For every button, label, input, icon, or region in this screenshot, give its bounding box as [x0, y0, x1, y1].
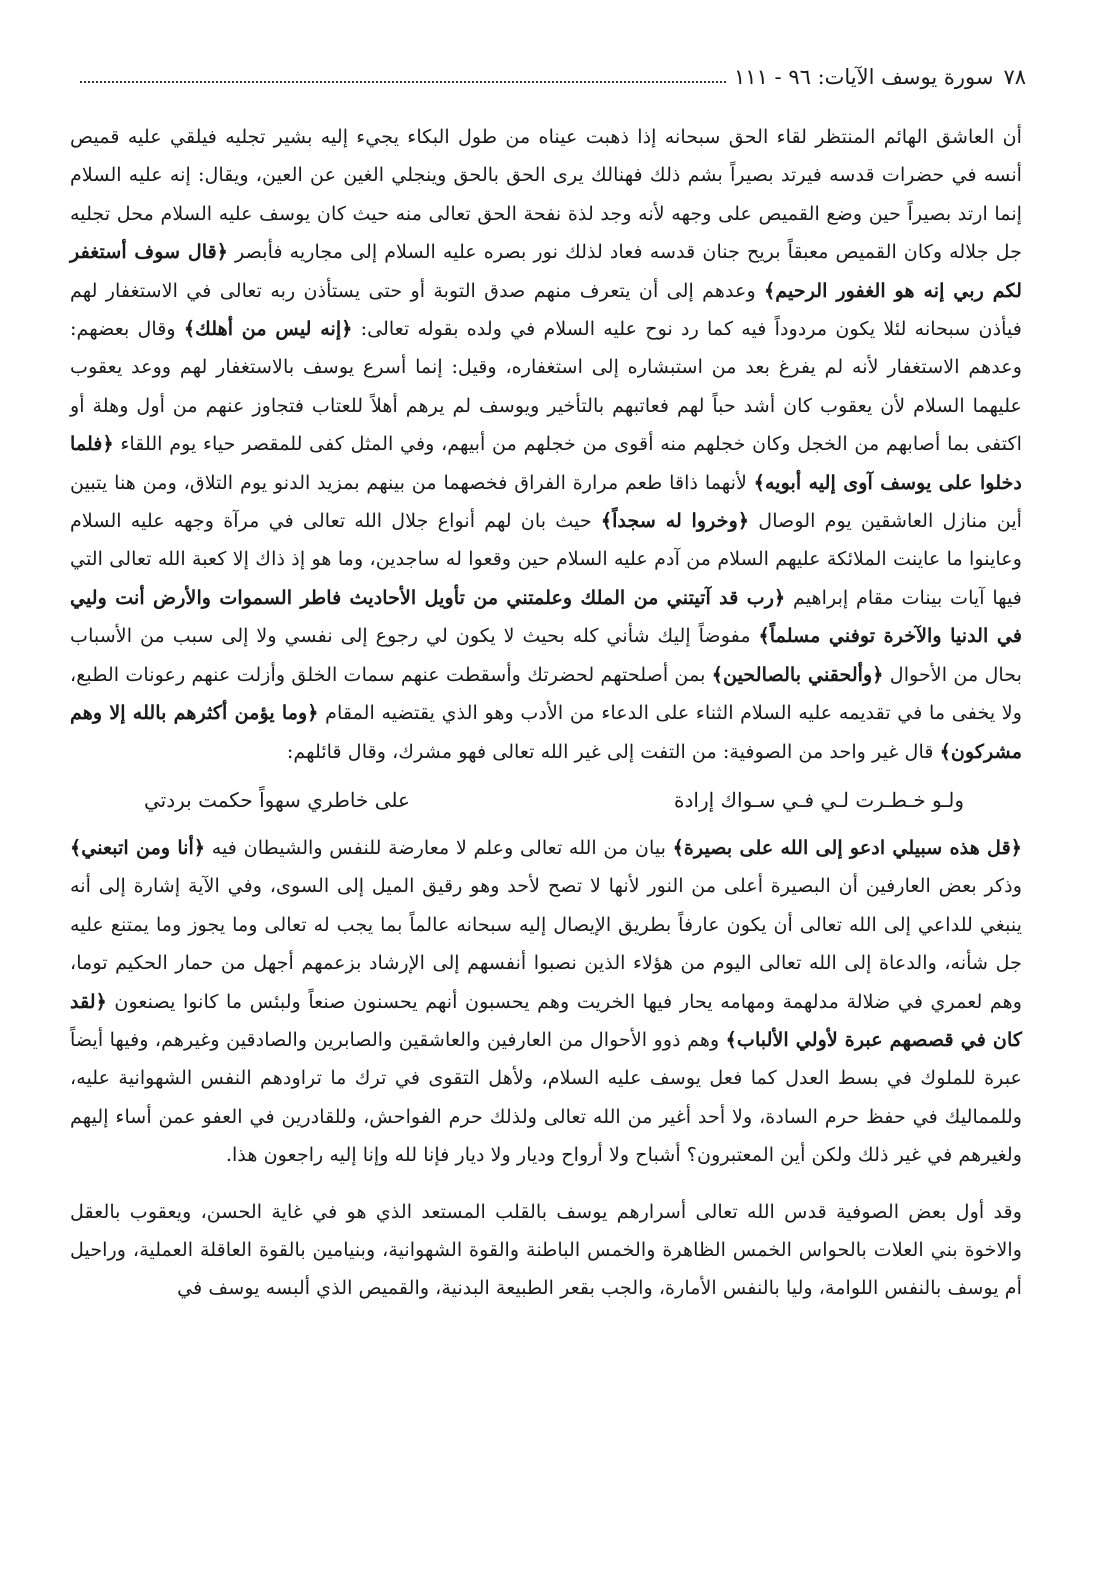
running-header [72, 56, 1026, 92]
text-segment: بيان من الله تعالى وعلم لا معارضة للنفس والشيطان فيه [205, 835, 673, 859]
paragraph-3 [70, 1193, 1022, 1308]
text-segment: أن العاشق الهائم المنتظر لقاء الحق سبحانه إذا ذهبت عيناه من طول البكاء يجيء إليه بشير تجليه فيلقي عليه قميص أنسه في حضرات قدسه فيرتد بصيراً بشم ذلك فهنالك يرى الحق بالحق وينجلي الغين عن العين، ويقال: إنه عليه السلام إنما ارتد بصيراً حين وضع القميص على وجهه لأنه وجد لذة نفحة الحق تعالى منه حيث كان يوسف عليه السلام محل تجليه جل جلاله وكان القميص معبقاً بريح جنان قدسه فعاد لذلك نور بصره عليه السلام إلى مجاريه فأبصر [70, 125, 1022, 264]
text-segment: قال غير واحد من الصوفية: من التفت إلى غير الله تعالى فهو مشرك، وقال قائلهم: [286, 739, 940, 763]
poetry-verse [144, 781, 964, 819]
quran-quote: ﴿وما يؤمن أكثرهم بالله إلا وهم مشركون﴾ [70, 701, 1022, 763]
quran-quote: ﴿قال سوف أستغفر لكم ربي إنه هو الغفور الرحيم﴾ [70, 240, 1022, 302]
text-segment: وقال بعضهم: وعدهم الاستغفار لأنه لم يفرغ بعد من استبشاره إلى استغفاره، وقيل: إنما أسرع يوسف بالاستغفار لهم ووعد يعقوب عليهما السلام لأن يعقوب كان أشد حباً لهم فعاتبهم بالتأخير ويوسف لم يرهم أهلاً للعتاب فتجاوز عنهم من أول وهلة أو اكتفى بما أصابهم من الخجل وكان خجلهم منه أقوى من خجلهم من أبيهم، وفي المثل كفى للمقصر حياء يوم اللقاء [70, 317, 1022, 456]
paragraph-1 [70, 118, 1022, 771]
quran-quote: ﴿لقد كان في قصصهم عبرة لأولي الألباب﴾ [70, 989, 1022, 1051]
text-segment: وعدهم إلى أن يتعرف منهم صدق التوبة أو حتى يستأذن ربه تعالى في الاستغفار لهم فيأذن سبحانه لئلا يكون مردوداً فيه كما رد نوح عليه السلام في ولده بقوله تعالى: [70, 278, 1022, 341]
quran-quote: ﴿أنا ومن اتبعني﴾ [70, 835, 206, 859]
quran-quote: ﴿رب قد آتيتني من الملك وعلمتني من تأويل الأحاديث فاطر السموات والأرض أنت وليي في الدنيا والآخرة توفني مسلماً﴾ [70, 585, 1023, 648]
text-segment: وذكر بعض العارفين أن البصيرة أعلى من النور لأنها لا تصح لأحد وهو رقيق الميل إلى السوى، وفي الآية إشارة إلى أنه ينبغي للداعي إلى الله تعالى أن يكون عارفاً بطريق الإيصال إليه سبحانه عالماً بما يجب له تعالى وما يجوز وما يمتنع عليه جل شأنه، والدعاة إلى الله تعالى اليوم من هؤلاء الذين نصبوا أنفسهم إلى الإرشاد بزعمهم أجهل من حمار الحكيم توما، وهم لعمري في ضلالة مدلهمة ومهامه يحار فيها الخريت وهم يحسبون أنهم يحسنون صنعاً ولبئس ما كانوا يصنعون [70, 874, 1022, 1013]
text-segment: حيث بان لهم أنواع جلال الله تعالى في مرآة وجهه عليه السلام وعاينوا ما عاينت الملائكة عليهم السلام من آدم عليه السلام حين وقعوا له ساجدين، وما هو إذ ذاك إلا كعبة الله تعالى التي فيها آيات بينات مقام إبراهيم [70, 509, 1022, 609]
page-number: ٧٨ [1003, 65, 1026, 89]
quran-quote: ﴿وخروا له سجداً﴾ [600, 509, 750, 533]
text-segment: وقد أول بعض الصوفية قدس الله تعالى أسرارهم يوسف بالقلب المستعد الذي هو في غاية الحسن، ويعقوب بالعقل والاخوة بني العلات بالحواس الخمس الظاهرة والخمس الباطنة والقوة الشهوانية، وبنيامين بالقوة العاقلة العملية، وراحيل أم يوسف بالنفس اللوامة، وليا بالنفس الأمارة، والجب بقعر الطبيعة البدنية، والقميص الذي ألبسه يوسف في [70, 1199, 1022, 1300]
quran-quote: ﴿إنه ليس من أهلك﴾ [183, 317, 353, 341]
verse-second-hemistich: على خاطري سهواً حكمت بردتي [144, 787, 410, 812]
page-body [70, 118, 1022, 1308]
chapter-title: سورة يوسف الآيات: ٩٦ - ١١١ [734, 65, 994, 89]
quran-quote: ﴿وألحقني بالصالحين﴾ [711, 662, 884, 686]
quran-quote: ﴿قل هذه سبيلي ادعو إلى الله على بصيرة﴾ [672, 835, 1023, 859]
header-dotted-leader [80, 81, 726, 83]
quran-quote: ﴿فلما دخلوا على يوسف آوى إليه أبويه﴾ [70, 432, 1022, 494]
verse-first-hemistich: ولـو خـطـرت لـي فـي سـواك إرادة [674, 787, 964, 812]
text-segment: بمن أصلحتهم لحضرتك وأسقطت عنهم سمات الخلق وأزلت عنهم رعونات الطبع، ولا يخفى ما في تقديمه عليه السلام الثناء على الدعاء من الأدب وهو الذي يقتضيه المقام [70, 662, 1023, 725]
text-segment: مفوضاً إليك شأني كله بحيث لا يكون لي رجوع إلى نفسي ولا إلى سبب من الأسباب بحال من الأحوال [70, 624, 1022, 686]
text-segment: وهم ذوو الأحوال من العارفين والعاشقين والصابرين والصادقين وغيرهم، وفيها أيضاً عبرة للملوك في بسط العدل كما فعل يوسف عليه السلام، ولأهل التقوى في ترك ما تراودهم النفس الشهوانية عليه، وللمماليك في حفظ حرم السادة، ولا أحد أغير من الله تعالى ولذلك حرم الفواحش، وللقادرين في العفو عمن أساء إليهم ولغيرهم في غير ذلك ولكن أين المعتبرون؟ أشباح ولا أرواح وديار ولا ديار فإنا لله وإنا إليه راجعون هذا. [70, 1027, 1023, 1167]
text-segment: لأنهما ذاقا طعم مرارة الفراق فخصهما من بينهم بمزيد الدنو يوم التلاق، ومن هنا يتبين أين منازل العاشقين يوم الوصال [70, 470, 1022, 533]
paragraph-2 [70, 829, 1022, 1175]
